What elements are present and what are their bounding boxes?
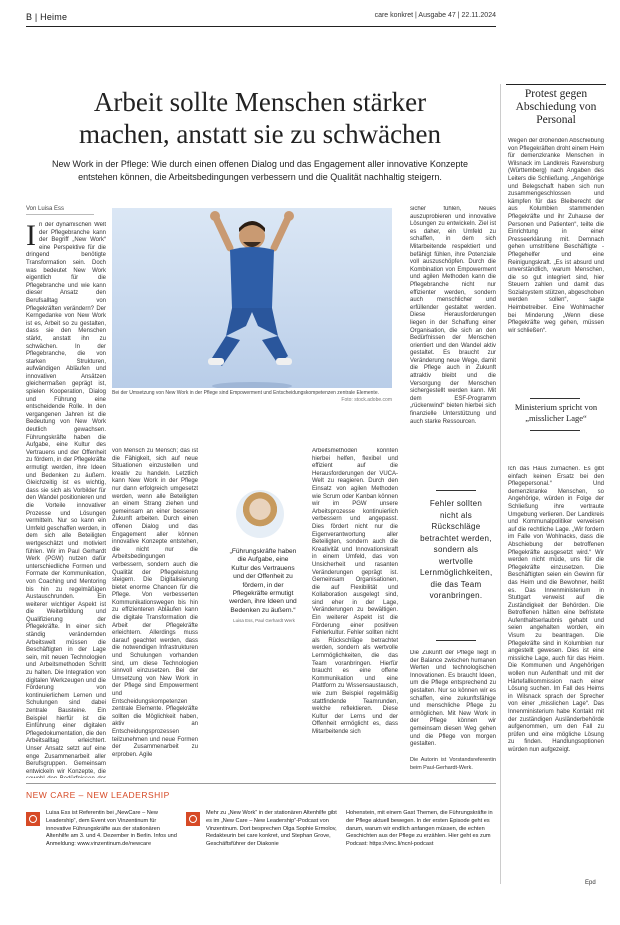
article-column-2: von Mensch zu Mensch; das ist die Fähigkeit, sich auf neue Situationen einzustellen und kreativ zu handeln. Letztlich kann New Work in der Pflege nur dann erfolgreich umgesetzt werden, wenn alle Beteiligten an einem Strang ziehen und gemeinsam an einer besseren Zukunft arbeiten. Durch einen offenen Dialog und das Engagement aller können innovative Konzepte entstehen, die nicht nur die Arbeitsbedingungen verbessern, sondern auch die Qualität der Pflegeleistung steigern. Die Digitalisierung bietet enorme Chancen für die Pflege. Von verbesserten Kommunikationswegen bis hin zu effizienteren Abläufen kann die digitale Transformation die Arbeit der Pflegekräfte erleichtern. Allerdings muss darauf geachtet werden, dass die notwendigen Infrastrukturen und Schulungen vorhanden sind, um diese Technologien sinnvoll einzusetzen. Bei der Umsetzung von New Work in der Pflege sind Empowerment und Entscheidungskompetenzen zentrale Elemente. Pflegekräfte sollten die Möglichkeit haben, aktiv an Entscheidungsprozessen teilzunehmen und neue Formen der Zusammenarbeit zu erproben. Agile — [112, 448, 198, 758]
footer-event-info: Luisa Ess ist Referentin bei „NewCare – New Leadership“, dem Event von Vinzentinum für innovative Führungskräfte aus der stationären Altenhilfe am 3. und 4. Dezember in Berlin. Infos und Anmeldung: www.vinzentinum.de/newcare — [46, 810, 177, 848]
author-portrait — [236, 490, 284, 538]
photo-caption — [112, 390, 392, 403]
sidebar-title: Protest gegen Abschiedung von Personal — [515, 88, 597, 126]
sidebar-subhead-rule-top — [530, 398, 580, 399]
article-column-3: Arbeitsmethoden könnten hierbei helfen, flexibel und effizient auf die Herausforderungen der VUCA-Welt zu reagieren. Durch den Einsatz von agilen Methoden wie Scrum oder Kanban können wir im PGW unsere Arbeitsprozesse kontinuierlich verbessern und angepasst. Dies fördert nicht nur die Eigenverantwortung aller Beteiligten, sondern auch die Kreativität und Innovationskraft in einem Umfeld, das von Unsicherheit und rasanten Veränderungen geprägt ist. Gemeinsam Organisationen, die auf Flexibilität und Kollaboration ausgelegt sind, sind eher in der Lage, Veränderungen zu bewältigen. Ein weiterer Aspekt ist die Förderung einer positiven Fehlerkultur. Fehler sollten nicht als Rückschläge betrachtet werden, sondern als wertvolle Lernmöglichkeiten, die das Team voranbringen. Hierfür braucht es eine offene Kommunikation und eine Plattform zu Wissensaustausch, wie zum Beispiel regelmäßig stattfindende Teamrunden, welche reflektieren. Diese Kultur der Lerns und der Offenheit ermöglicht es, dass Mitarbeitende sich — [312, 448, 398, 735]
section-label: B | Heime — [26, 12, 68, 22]
pull-quote: Fehler sollten nicht als Rückschläge betrachtet werden, sondern als wertvolle Lernmöglichkeiten, die das Team voranbringen. — [420, 499, 493, 600]
byline: Von Luisa Ess — [26, 206, 94, 215]
sidebar-subhead: Ministerium spricht von „misslicher Lage“ — [514, 402, 598, 423]
podcast-icon — [186, 812, 200, 826]
headline-line-1: Arbeit sollte Menschen stärker — [93, 87, 427, 117]
article-column-1 — [26, 222, 106, 778]
caption-text: Bei der Umsetzung von New Work in der Pflege sind Empowerment und Entscheidungskompetenzen zentrale Elemente. — [112, 390, 379, 396]
footer-rule — [26, 783, 496, 784]
issue-info: care konkret | Ausgabe 47 | 22.11.2024 — [374, 12, 496, 19]
footer-podcast-info-cont: Hohenstein, mit einem Gast Themen, die Führungskräfte in der Pflege aktuell bewegen. In der ersten Episode geht es darum, warum wir endlich anfangen müssen, die echten Geschichten aus der Pflege zu erzählen. Hier geht es zum Podcast: https://vinc.li/ncnl-podcast — [346, 810, 493, 848]
sidebar-text-1: Wegen der drohenden Abschiebung von Pflegekräften droht einem Heim für demenzkranke Menschen in Wilsnack im Landkreis Ravensburg (Württemberg) nach Angaben des Leiters die Schließung. „Angehörige und Belegschaft haben sich nun zusammengeschlossen und kämpfen für das Bleiberecht der aus Kolumbien stammenden Pflegekräfte und ihr Zuhause der Personen und Patienten“, teilte die Einrichtung in einer Presseerklärung mit. Demnach gehen umstrittene Beschäftigte - Pflegehelfer und eine Reinigungskraft. „Es ist absurd und unverständlich, warum Menschen, die so gut integriert sind, hier Steuern zahlen und damit das Sozialsystem stützen, abgeschoben werden sollen“, sagte Heimbetreiber. Eine Wohlmacher bei Minderung „Wenn diese Pflegekräfte weg gehen, müssen wir schließen“. — [508, 138, 604, 334]
header-rule — [26, 26, 496, 27]
jumping-nurse-illustration — [112, 208, 392, 388]
article-photo — [112, 208, 392, 388]
pull-quote-rule-bottom — [436, 640, 476, 641]
sidebar-text-2: Ich das Haus zumachen. Es gibt einfach keinen Ersatz bei den Pflegepersonal.“ Und demenzkranke Menschen, so Angehörige, würden in Folge der Schließung ihre vertraute Umgebung verlieren. Der Landkreis und Kommunalpolitiker verweisen auf die rechtliche Lage. „Wir fordern im Falle von Wohlnacks, dass die Abschiebung der betroffenen Pflegekräfte ausgesetzt wird.“ Wir werden nicht müde, uns für die Pflegekräfte einzusetzen. Die Beschäftigten seien ein Gewinn für das Heim und die Bewohner, heißt es. Das Innenministerium in Stuttgart verweist auf die Zuständigkeit der Behörden. Die Betroffenen hätten eine befristete Aufenthaltserlaubnis gehabt und seien angehalten worden, ein Visum zu beantragen. Die Pflegekräfte sind in Kolumbien nur angestellt gewesen. Dies ist eine missliche Lage, auch für das Heim. Die Kommunen und Angehörigen wollen nun Aufenthalt und mit der Härtefallkommission nach einer Lösung suchen. Im Fall des Heims in Wilsnack sprach der Sprecher von einer „misslichen Lage“. Das Innenministerium habe Kontakt mit der zuständigen Ausländerbehörde aufgenommen, um den Fall zu prüfen und eine mögliche Lösung zu finden. Handlungsoptionen würden nun aufgezeigt. — [508, 466, 604, 753]
drop-cap: I — [26, 222, 36, 252]
pull-quote-rule-top — [436, 490, 476, 491]
sidebar-rule — [506, 84, 606, 85]
article-headline — [26, 86, 494, 150]
pull-quote-author: „Führungskräfte haben die Aufgabe, eine Kultur des Vertrauens und der Offenheit zu fördern, in der Pflegekräfte ermutigt werden, ihre Ideen und Bedenken zu äußern.“ — [229, 548, 297, 614]
headline-line-2: machen, anstatt sie zu schwächen — [78, 119, 442, 149]
footer-podcast-info: Mehr zu „New Work“ in der stationären Altenhilfe gibt es im „New Care – New Leadership“-Podcast von Vinzentinum. Dort besprechen Olga Sophie Ermolov, Redakteurin bei care konkret, und Stephan Grove, Geschäftsführer der Diakonie — [206, 810, 337, 848]
author-note: Die Autorin ist Vorstandsreferentin beim Paul-Gerhardt-Werk. — [410, 757, 496, 771]
article-column-4-end: Die Zukunft der Pflege liegt in der Balance zwischen humanen Werten und technologischen Innovationen. Es braucht Ideen, um die Pflege entsprechend zu gestalten. Nur so können wir es schaffen, eine zukunftsfähige und menschliche Pflege zu ermöglichen. Mit New Work in der Pflege können wir gemeinsam diesen Weg gehen und die Pflege von morgen gestalten. — [410, 650, 496, 748]
photo-credit: Foto: stock.adobe.com — [341, 396, 392, 403]
sidebar-signoff: Epd — [585, 880, 596, 886]
event-icon — [26, 812, 40, 826]
sidebar-subhead-rule-bottom — [530, 430, 580, 431]
column-1-text: n der dynamischen Welt der Pflegebranche kann der Begriff „New Work“ eine Perspektive für die dringend benötigte Transformation sein. Doch was bedeutet New Work eigentlich für die Pflegebranche und wie kann dieser Ansatz den Berufsalltag von Pflegekräften verändern? Der Kerngedanke von New Work ist es, Arbeit so zu gestalten, dass sie den Menschen stärkt, anstatt ihn zu schwächen. In der Pflegebranche, die von starken Strukturen, aufwändigen Abläufen und innovativen Ansätzen gleichermaßen geprägt ist, spielen Kooperation, Dialog und Führung eine entscheidende Rolle. In den vergangenen Jahren ist die Bedeutung von New Work deutlich gewachsen. Führungskräfte haben die Aufgabe, eine Kultur des Vertrauens und der Offenheit zu fördern, in der Pflegekräfte ermutigt werden, ihre Ideen und Bedenken zu äußern. Gleichzeitig ist es wichtig, dass sie sich als Vorbilder für den Wandel positionieren und die Vorteile innovativer Prozesse und Lösungen vermitteln. Nur so kann ein Umfeld geschaffen werden, in dem sich alle Beteiligten wertgeschätzt und motiviert fühlen. Wir im Paul Gerhardt Werk (PGW) nutzen dafür unterschiedliche Formen und Formate der Kommunikation, von Coaching und Mentoring bis hin zu regelmäßigen Austauschrunden. Ein weiterer wichtiger Aspekt ist die Weiterbildung und Qualifizierung der Pflegekräfte. In einer sich ständig verändernden Arbeitswelt müssen die Beschäftigten in der Lage sein, mit neuen Technologien und Arbeitsmethoden Schritt zu halten. Die Integration von digitalen Werkzeugen und die Förderung von kontinuierlichem Lernen und Schulungen sind dabei zentrale Bausteine. Ein Beispiel hierfür ist die Einführung einer digitalen Pflegedokumentation, die den Arbeitsalltag erleichtert. Unser Ansatz setzt auf eine enge Zusammenarbeit aller Berufsgruppen. Gemeinsam entwickeln wir Konzepte, die — [26, 222, 106, 775]
article-deck: New Work in der Pflege: Wie durch einen offenen Dialog und das Engagement aller innovative Konzepte entstehen können, die Arbeitsbedingungen verbessern und die Qualität nachhaltig steigern. — [52, 159, 468, 182]
footer-title: NEW CARE – NEW LEADERSHIP — [26, 790, 170, 800]
sidebar-divider — [500, 84, 501, 884]
article-column-4: sicher fühlen, Neues auszuprobieren und innovative Lösungen zu entwickeln. Ziel ist es daher, ein Umfeld zu schaffen, in dem sich Mitarbeitende respektiert und befähigt fühlen, ihre Potenziale voll auszuschöpfen. Durch die Kombination von Empowerment und agilen Methoden kann die Pflegebranche nicht nur effizienter werden, sondern auch menschlicher und erfüllender gestaltet werden. Diese Herausforderungen liegen in der Schaffung einer Organisation, die sich an den Bedürfnissen der Menschen orientiert und den Wandel aktiv gestaltet. Es braucht zur Veränderung neue Wege, damit die Pflege auch in Zukunft attraktiv bleibt und die Versorgung der Menschen sichergestellt werden kann. Mit dem ESF-Programm „rückenwind“ bieten hierbei sich finanzielle Unterstützung und auch starke Ressourcen. — [410, 206, 496, 425]
quote-source: Luisa Ess, Paul Gerhardt Werk — [233, 618, 295, 623]
